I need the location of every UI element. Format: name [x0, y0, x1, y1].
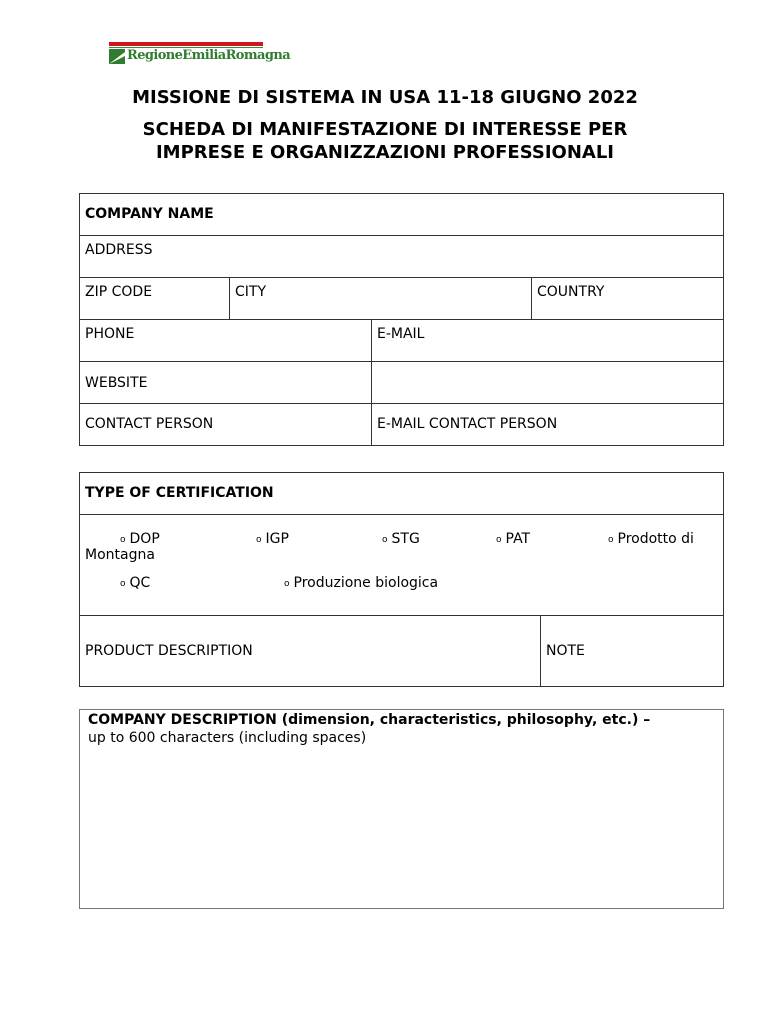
city-field[interactable]: CITY: [235, 284, 267, 300]
page-title: MISSIONE DI SISTEMA IN USA 11-18 GIUGNO 2022: [132, 87, 638, 108]
option-qc[interactable]: o QC: [120, 575, 151, 591]
contact-person-field[interactable]: CONTACT PERSON: [85, 416, 214, 432]
page-subtitle-line2: IMPRESE E ORGANIZZAZIONI PROFESSIONALI: [155, 142, 614, 163]
radio-bullet-icon: o: [256, 535, 262, 545]
option-pat[interactable]: o PAT: [496, 531, 531, 547]
option-dop[interactable]: o DOP: [120, 531, 160, 547]
product-description-field[interactable]: PRODUCT DESCRIPTION: [85, 643, 253, 659]
option-montagna-continued: Montagna: [85, 547, 155, 563]
company-description-box[interactable]: [79, 709, 724, 909]
certification-header: TYPE OF CERTIFICATION: [85, 485, 274, 501]
company-name-field[interactable]: COMPANY NAME: [85, 206, 214, 222]
option-produzione-biologica[interactable]: o Produzione biologica: [284, 575, 439, 591]
option-igp[interactable]: o IGP: [256, 531, 289, 547]
option-stg[interactable]: o STG: [382, 531, 420, 547]
radio-bullet-icon: o: [284, 579, 290, 589]
company-description-label: COMPANY DESCRIPTION (dimension, characteristics, philosophy, etc.) –: [88, 712, 651, 728]
logo-red-bar: [109, 42, 263, 46]
country-field[interactable]: COUNTRY: [537, 284, 605, 300]
region-emblem-icon: [109, 49, 125, 64]
radio-bullet-icon: o: [120, 535, 126, 545]
radio-bullet-icon: o: [496, 535, 502, 545]
option-prodotto-di-montagna[interactable]: o Prodotto di: [608, 531, 694, 547]
radio-bullet-icon: o: [608, 535, 614, 545]
zip-code-field[interactable]: ZIP CODE: [85, 284, 153, 300]
website-field[interactable]: WEBSITE: [85, 375, 148, 391]
company-info-table: [79, 193, 724, 446]
website-value-field[interactable]: [372, 362, 723, 403]
page-subtitle-line1: SCHEDA DI MANIFESTAZIONE DI INTERESSE PER: [142, 119, 628, 140]
phone-field[interactable]: PHONE: [85, 326, 135, 342]
email-contact-person-field[interactable]: E-MAIL CONTACT PERSON: [377, 416, 558, 432]
radio-bullet-icon: o: [382, 535, 388, 545]
address-field[interactable]: ADDRESS: [85, 242, 153, 258]
certification-table: [79, 472, 724, 687]
radio-bullet-icon: o: [120, 579, 126, 589]
company-description-hint: up to 600 characters (including spaces): [88, 730, 367, 746]
logo-text: RegioneEmiliaRomagna: [127, 48, 291, 63]
region-logo: [109, 42, 291, 66]
note-field[interactable]: NOTE: [546, 643, 585, 659]
email-field[interactable]: E-MAIL: [377, 326, 425, 342]
